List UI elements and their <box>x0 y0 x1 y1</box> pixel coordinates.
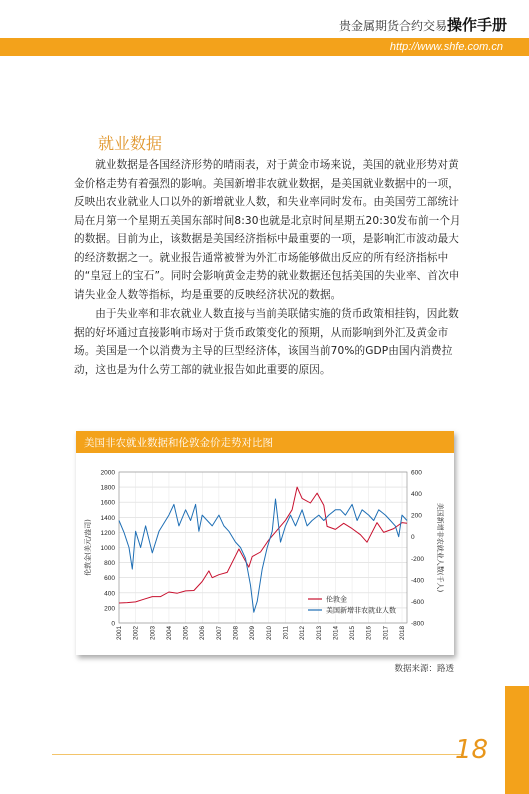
x-tick-label: 2011 <box>282 626 290 640</box>
y-right-tick-label: -800 <box>411 620 425 628</box>
x-tick-label: 2005 <box>182 626 190 641</box>
section-title: 就业数据 <box>98 134 163 153</box>
y-right-tick-label: 400 <box>411 491 422 499</box>
x-tick-label: 2010 <box>265 626 273 641</box>
y-left-tick-label: 0 <box>111 620 115 628</box>
gold-price-line <box>119 487 407 603</box>
header-title <box>339 14 507 35</box>
y-left-tick-label: 2000 <box>100 469 115 477</box>
paragraph-2: 由于失业率和非农就业人数直接与当前美联储实施的货币政策相挂钩，因此数据的好坏通过直接影响市场对于货币政策变化的预期，从而影响到外汇及黄金市场。美国是一个以消费为主导的巨型经济体，该国当前70%的GDP由国内消费拉动，这也是为什么劳工部的就业报告如此重要的原因。 <box>74 308 459 376</box>
x-tick-label: 2003 <box>149 626 157 641</box>
y-left-tick-label: 1800 <box>100 484 115 492</box>
y-right-axis-title: 美国新增非农就业人数(千人) <box>436 502 444 593</box>
y-left-tick-label: 1000 <box>100 545 115 552</box>
y-right-tick-label: -200 <box>411 555 425 563</box>
y-right-tick-label: -400 <box>411 577 425 585</box>
footer-line <box>52 754 462 755</box>
x-tick-label: 2016 <box>365 626 373 641</box>
y-left-tick-label: 400 <box>104 590 115 598</box>
legend-label-nfp: 美国新增非农就业人数 <box>326 606 396 615</box>
header-title-prefix: 贵金属期货合约交易 <box>338 19 447 33</box>
x-tick-label: 2006 <box>199 626 207 641</box>
figure-title-bar <box>76 431 454 453</box>
y-left-tick-label: 200 <box>104 605 115 613</box>
header-url[interactable]: http://www.shfe.com.cn <box>389 41 503 53</box>
chart <box>76 453 454 655</box>
x-tick-label: 2018 <box>399 626 407 641</box>
x-tick-label: 2001 <box>116 626 123 641</box>
footer-accent-bar <box>505 686 529 794</box>
x-tick-label: 2007 <box>215 626 223 641</box>
y-right-tick-label: 0 <box>411 534 415 542</box>
header-title-bold: 操作手册 <box>446 16 507 34</box>
paragraph-1: 就业数据是各国经济形势的晴雨表，对于黄金市场来说，美国的就业形势对黄金价格走势有着强烈的影响。美国新增非农就业数据，是美国就业数据中的一项，反映出农业就业人口以外的新增就业人数，和失业率同时发布。由美国劳工部统计局在月第一个星期五美国东部时间8:30也就是北京时间星期五20:30发布前一个月的数据。目前为止，该数据是美国经济指标中最重要的一项，是影响汇市波动最大的经济数据之一。就业报告通常被誉为外汇市场能够做出反应的所有经济指标中的“皇冠上的宝石”。同时会影响黄金走势的就业数据还包括美国的失业率、首次申请失业金人数等指标，均是重要的反映经济状况的数据。 <box>74 159 461 301</box>
figure-source: 数据来源：路透 <box>394 664 454 674</box>
x-tick-label: 2004 <box>165 626 173 641</box>
y-left-tick-label: 600 <box>104 575 115 583</box>
page-number: 18 <box>455 735 489 765</box>
x-tick-label: 2008 <box>232 626 240 641</box>
legend-label-gold: 伦敦金 <box>326 595 347 604</box>
x-tick-label: 2017 <box>382 626 390 641</box>
figure <box>76 431 454 655</box>
y-right-tick-label: 200 <box>411 512 422 520</box>
y-right-tick-label: -600 <box>411 598 425 606</box>
x-tick-label: 2013 <box>315 626 323 641</box>
y-left-tick-label: 1400 <box>100 514 115 522</box>
y-left-axis-title: 伦敦金(美元/盎司) <box>84 519 92 576</box>
x-tick-label: 2002 <box>132 626 140 641</box>
figure-title: 美国非农就业数据和伦敦金价走势对比图 <box>84 437 273 449</box>
x-tick-label: 2009 <box>249 626 257 641</box>
x-tick-label: 2012 <box>299 626 307 641</box>
x-tick-label: 2015 <box>349 626 357 641</box>
x-tick-label: 2014 <box>332 626 340 641</box>
y-right-tick-label: 600 <box>411 469 422 477</box>
y-left-tick-label: 1600 <box>100 499 115 507</box>
y-left-tick-label: 1200 <box>100 529 115 537</box>
y-left-tick-label: 800 <box>104 560 115 568</box>
